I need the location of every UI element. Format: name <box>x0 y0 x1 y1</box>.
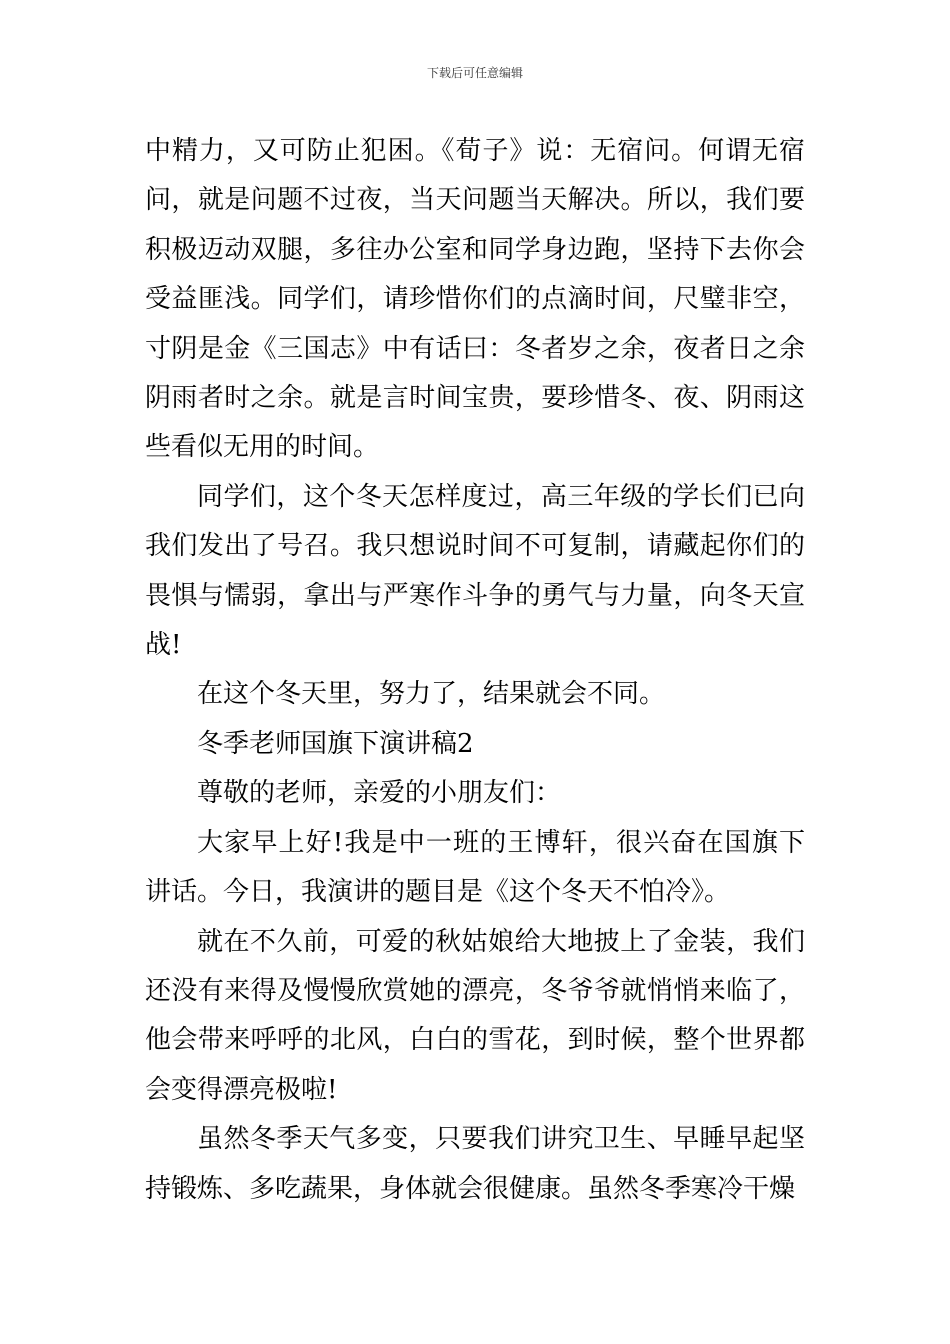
salutation: 尊敬的老师，亲爱的小朋友们： <box>197 778 562 809</box>
paragraph-2: 同学们，这个冬天怎样度过，高三年级的学长们已向我们发出了号召。我只想说时间不可复制，请藏起你们的畏惧与懦弱，拿出与严寒作斗争的勇气与力量，向冬天宣战! <box>145 481 805 661</box>
document-body <box>145 127 805 1214</box>
page-header-note: 下载后可任意编辑 <box>426 66 523 80</box>
section-title: 冬季老师国旗下演讲稿2 <box>197 728 474 759</box>
paragraph-3: 在这个冬天里，努力了，结果就会不同。 <box>197 679 666 710</box>
paragraph-1: 中精力，又可防止犯困。《荀子》说：无宿问。何谓无宿问，就是问题不过夜，当天问题当天解决。所以，我们要积极迈动双腿，多往办公室和同学身边跑，坚持下去你会受益匪浅。同学们，请珍惜你们的点滴时间，尺璧非空，寸阴是金《三国志》中有话曰：冬者岁之余，夜者日之余阴雨者时之余。就是言时间宝贵，要珍惜冬、夜、阴雨这些看似无用的时间。 <box>145 136 805 463</box>
paragraph-5: 就在不久前，可爱的秋姑娘给大地披上了金装，我们还没有来得及慢慢欣赏她的漂亮，冬爷爷就悄悄来临了，他会带来呼呼的北风，白白的雪花，到时候，整个世界都会变得漂亮极啦! <box>145 926 805 1105</box>
paragraph-6: 虽然冬季天气多变，只要我们讲究卫生、早睡早起坚持锻炼、多吃蔬果，身体就会很健康。虽然冬季寒冷干燥 <box>145 1124 805 1204</box>
paragraph-4: 大家早上好!我是中一班的王博轩，很兴奋在国旗下讲话。今日，我演讲的题目是《这个冬天不怕冷》。 <box>145 827 805 908</box>
